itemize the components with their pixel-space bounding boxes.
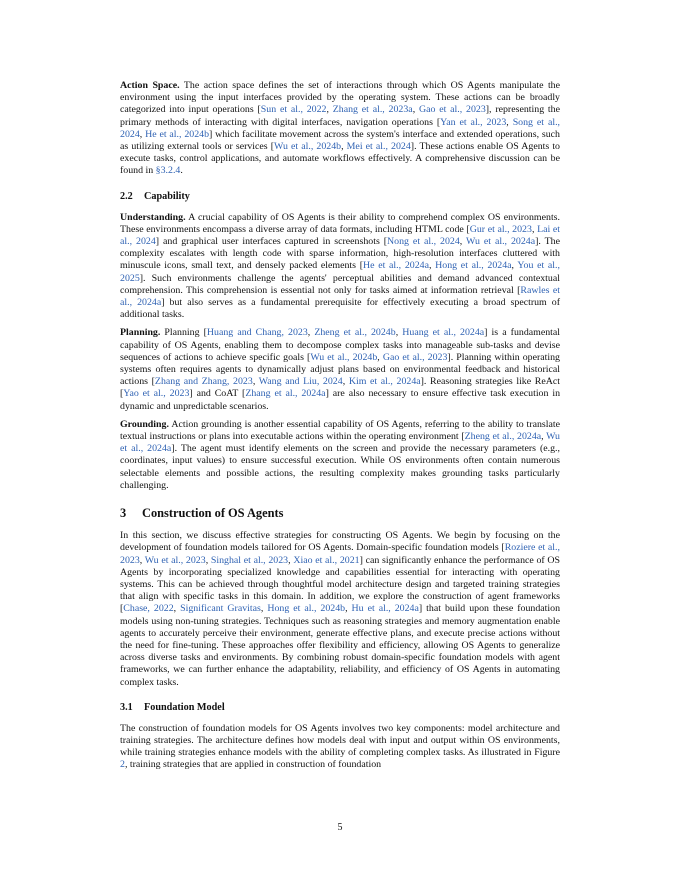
paper-page (120, 80, 560, 778)
citation-link[interactable]: Wang and Liu, 2024 (258, 376, 343, 388)
citation-link[interactable]: Zhang et al., 2023a (332, 104, 413, 116)
citation-link[interactable]: Huang et al., 2024a (402, 327, 485, 339)
citation-link[interactable]: Hong et al., 2024a (435, 260, 512, 272)
citation-link[interactable]: Mei et al., 2024 (346, 141, 411, 153)
runin-heading-action-space: Action Space. (120, 80, 180, 91)
runin-heading-understanding: Understanding. (120, 211, 186, 223)
citation-link[interactable]: Chase, 2022 (123, 603, 174, 615)
citation-link[interactable]: Gao et al., 2023 (418, 104, 486, 116)
citation-link[interactable]: You et al., 2025 (120, 260, 560, 284)
subsection-heading-capability (120, 191, 560, 203)
runin-heading-grounding: Grounding. (120, 418, 169, 430)
citation-link[interactable]: Zheng et al., 2024b (314, 327, 396, 339)
section-number: 3 (120, 506, 127, 521)
citation-link[interactable]: Song et al., 2024 (120, 116, 561, 140)
citation-link[interactable]: Hong et al., 2024b (267, 603, 346, 615)
citation-link[interactable]: 2 (120, 759, 125, 771)
citation-link[interactable]: Significant Gravitas (180, 603, 261, 615)
subsection-title: Foundation Model (144, 701, 225, 713)
citation-link[interactable]: Wu et al., 2024b (310, 351, 378, 363)
citation-link[interactable]: Kim et al., 2024a (348, 376, 421, 388)
citation-link[interactable]: Yan et al., 2023 (440, 116, 507, 128)
paragraph-body: In this section, we discuss effective strategies for constructing OS Agents. We begin by focusing on the development of foundation models tailored for OS Agents. Domain-specific foundation models [Roziere et al., 2023, Wu et al., 2023, Singhal et al., 2023, Xiao et al., 2021] can significantly enhance the performance of OS Agents by incorporating specialized knowledge and capabilities essential for interacting with operating systems. This can be achieved through thoughtful model architecture design and targeted training strategies that align with specific tasks in this domain. In addition, we explore the construction of agent frameworks [Chase, 2022, Significant Gravitas, Hong et al., 2024b, Hu et al., 2024a] that build upon these foundation models using non-tuning strategies. Techniques such as reasoning strategies and memory augmentation enable agents to accurately perceive their environment, generate effective plans, and execute precise actions without the need for fine-tuning. These approaches offer flexibility and efficiency, allowing OS Agents to generalize across diverse tasks and environments. By combining robust domain-specific foundation models with agent frameworks, we can further enhance the adaptability, reliability, and efficiency of OS Agents in automating complex tasks. (120, 530, 561, 688)
citation-link[interactable]: Sun et al., 2022 (260, 104, 327, 116)
paragraph-foundation-model (120, 723, 560, 772)
citation-link[interactable]: Wu et al., 2024a (466, 236, 536, 248)
citation-link[interactable]: Gao et al., 2023 (382, 351, 448, 363)
paragraph-body: A crucial capability of OS Agents is their ability to comprehend complex OS environments. These environments encompass a diverse array of data formats, including HTML code [Gur et al., 2023, Lai et al., 2024] and graphical user interfaces captured in screenshots [Nong et al., 2024, Wu et al., 2024a]. The complexity escalates with length code with sparse information, high-resolution interfaces cluttered with minuscule icons, small text, and densely packed elements [He et al., 2024a, Hong et al., 2024a, You et al., 2025]. Such environments challenge the agents' perceptual abilities and demand advanced contextual comprehension. This comprehension is essential not only for tasks aimed at information retrieval [Rawles et al., 2024a] but also serves as a fundamental prerequisite for effectively executing a broad spectrum of additional tasks. (120, 211, 560, 321)
citation-link[interactable]: Roziere et al., 2023 (120, 542, 560, 566)
paragraph-body: The action space defines the set of interactions through which OS Agents manipulate the environment using the input interfaces provided by the operating system. These actions can be broadly categorized into input operations [Sun et al., 2022, Zhang et al., 2023a, Gao et al., 2023], representing the primary methods of interacting with digital interfaces, navigation operations [Yan et al., 2023, Song et al., 2024, He et al., 2024b] which facilitate movement across the system's interface and extended operations, such as utilizing external tools or services [Wu et al., 2024b, Mei et al., 2024]. These actions enable OS Agents to execute tasks, control applications, and automate workflows effectively. A comprehensive discussion can be found in §3.2.4. (120, 80, 561, 177)
citation-link[interactable]: §3.2.4 (155, 165, 181, 177)
subsection-heading-foundation-model (120, 702, 560, 714)
citation-link[interactable]: Zheng et al., 2024a (464, 431, 542, 443)
paragraph-body: Planning [Huang and Chang, 2023, Zheng et al., 2024b, Huang et al., 2024a] is a fundamental capability of OS Agents, enabling them to decompose complex tasks into manageable sub-tasks and devise sequences of actions to achieve specific goals [Wu et al., 2024b, Gao et al., 2023]. Planning within operating systems often requires agents to dynamically adjust plans based on environmental feedback and historical actions [Zhang and Zhang, 2023, Wang and Liu, 2024, Kim et al., 2024a]. Reasoning strategies like ReAct [Yao et al., 2023] and CoAT [Zhang et al., 2024a] are also necessary to ensure effective task execution in dynamic and unpredictable scenarios. (120, 327, 561, 412)
subsection-number: 3.1 (120, 701, 133, 713)
paragraph-planning (120, 327, 560, 412)
paragraph-construction-intro (120, 530, 560, 689)
citation-link[interactable]: Wu et al., 2024a (120, 431, 560, 455)
citation-link[interactable]: Huang and Chang, 2023 (206, 327, 308, 339)
citation-link[interactable]: Yao et al., 2023 (123, 388, 190, 400)
citation-link[interactable]: Wu et al., 2023 (144, 554, 206, 566)
citation-link[interactable]: Nong et al., 2024 (387, 236, 460, 248)
paragraph-grounding (120, 419, 560, 492)
citation-link[interactable]: He et al., 2024a (363, 260, 429, 272)
citation-link[interactable]: Xiao et al., 2021 (293, 554, 360, 566)
citation-link[interactable]: Zhang et al., 2024a (245, 388, 326, 400)
citation-link[interactable]: Gur et al., 2023 (469, 223, 532, 235)
page-number: 5 (337, 822, 343, 833)
paragraph-body: Action grounding is another essential capability of OS Agents, referring to the ability to translate textual instructions or plans into executable actions within the operating environment [Zheng et al., 2024a, Wu et al., 2024a]. The agent must identify elements on the screen and provide the necessary parameters (e.g., coordinates, input values) to ensure successful execution. While OS environments often contain numerous selectable elements and possible actions, the resulting complexity makes grounding tasks particularly challenging. (120, 418, 560, 491)
citation-link[interactable]: Lai et al., 2024 (120, 223, 560, 248)
paragraph-understanding (120, 212, 560, 322)
paragraph-action-space (120, 80, 560, 178)
citation-link[interactable]: Singhal et al., 2023 (210, 554, 289, 566)
citation-link[interactable]: Zhang and Zhang, 2023 (154, 376, 253, 388)
paragraph-body: The construction of foundation models for OS Agents involves two key components: model architecture and training strategies. The architecture defines how models deal with input and output within OS environments, while training strategies enhance models with the ability of completing complex tasks. As illustrated in Figure 2, training strategies that are applied in construction of foundation (120, 722, 560, 771)
subsection-number: 2.2 (120, 190, 133, 202)
citation-link[interactable]: He et al., 2024b (145, 128, 210, 140)
citation-link[interactable]: Wu et al., 2024b (274, 141, 342, 153)
section-title: Construction of OS Agents (142, 506, 284, 521)
citation-link[interactable]: Hu et al., 2024a (351, 603, 419, 615)
subsection-title: Capability (144, 190, 190, 202)
runin-heading-planning: Planning. (120, 327, 161, 339)
citation-link[interactable]: Rawles et al., 2024a (120, 284, 560, 309)
section-heading-construction (120, 506, 560, 520)
